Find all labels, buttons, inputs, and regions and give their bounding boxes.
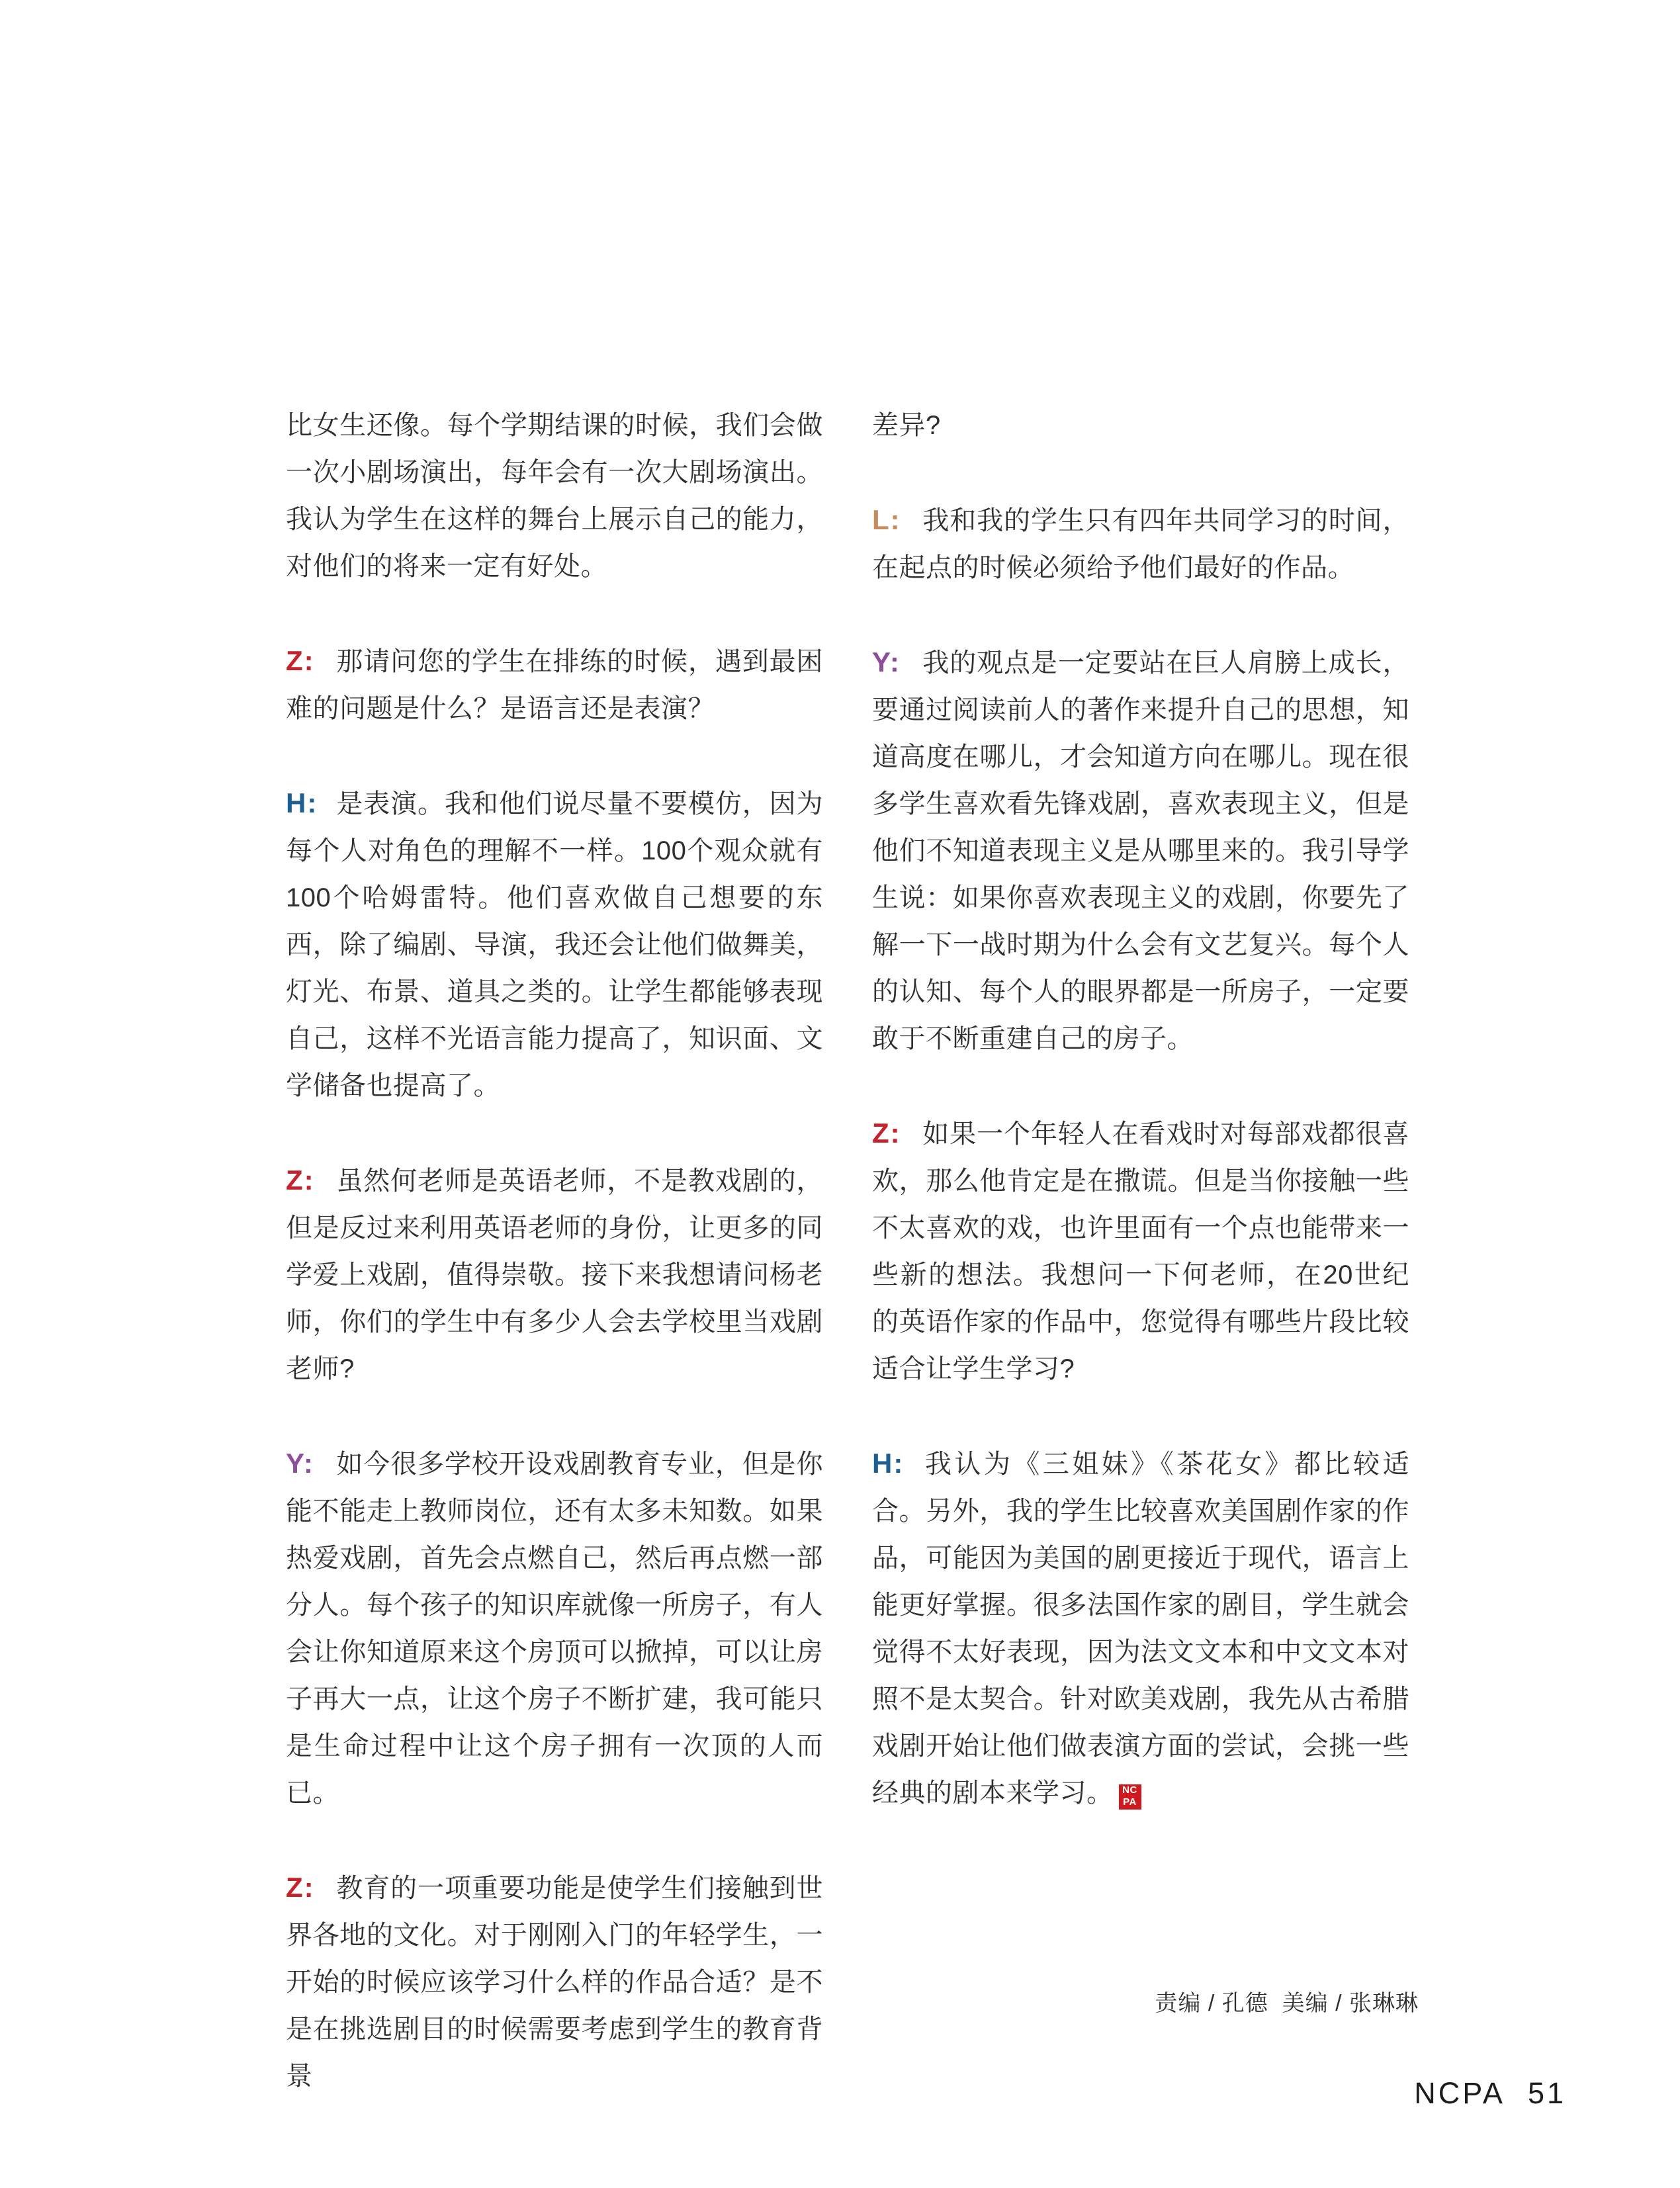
page-number-label: NCPA 51 [1414,2076,1566,2110]
paragraph [872,1110,1409,1393]
paragraph [872,496,1409,591]
ncpa-end-mark-logo [1119,1784,1141,1810]
speaker-label-h: H: [872,1448,905,1479]
speaker-label-z: Z: [286,645,315,676]
paragraph [286,402,823,590]
paragraph-text: 我认为《三姐妹》《茶花女》都比较适合。另外，我的学生比较喜欢美国剧作家的作品，可能因为美国的剧更接近于现代，语言上能更好掌握。很多法国作家的剧目，学生就会觉得不太好表现，因为法文文本和中文文本对照不是太契合。针对欧美戏剧，我先从古希腊戏剧开始让他们做表演方面的尝试，会挑一些经典的剧本来学习。 [872,1450,1409,1808]
paragraph-text: 那请问您的学生在排练的时候，遇到最困难的问题是什么？是语言还是表演？ [286,647,823,723]
paragraph [286,1440,823,1817]
paragraph [872,402,1409,449]
paragraph [286,779,823,1110]
paragraph-text: 虽然何老师是英语老师，不是教戏剧的，但是反过来利用英语老师的身份，让更多的同学爱上戏剧，值得崇敬。接下来我想请问杨老师，你们的学生中有多少人会去学校里当戏剧老师? [286,1166,823,1383]
paragraph-text: 我的观点是一定要站在巨人肩膀上成长，要通过阅读前人的著作来提升自己的思想，知道高度在哪儿，才会知道方向在哪儿。现在很多学生喜欢看先锋戏剧，喜欢表现主义，但是他们不知道表现主义是从哪里来的。我引导学生说：如果你喜欢表现主义的戏剧，你要先了解一下一战时期为什么会有文艺复兴。每个人的认知、每个人的眼界都是一所房子，一定要敢于不断重建自己的房子。 [872,648,1409,1053]
paragraph-text: 我和我的学生只有四年共同学习的时间，在起点的时候必须给予他们最好的作品。 [872,506,1409,582]
paragraph-text: 教育的一项重要功能是使学生们接触到世界各地的文化。对于刚刚入门的年轻学生，一开始的时候应该学习什么样的作品合适？是不是在挑选剧目的时候需要考虑到学生的教育背景 [286,1874,823,2091]
speaker-label-y: Y: [286,1448,314,1479]
ncpa-logo-line2: PA [1123,1796,1137,1808]
ncpa-logo-line1: NC [1122,1784,1137,1796]
paragraph-text: 是表演。我和他们说尽量不要模仿，因为每个人对角色的理解不一样。100个观众就有100个哈姆雷特。他们喜欢做自己想要的东西，除了编剧、导演，我还会让他们做舞美，灯光、布景、道具之类的。让学生都能够表现自己，这样不光语言能力提高了，知识面、文学储备也提高了。 [286,789,823,1100]
paragraph [872,638,1409,1063]
paragraph-text: 差异? [872,411,941,440]
speaker-label-z: Z: [872,1117,901,1149]
speaker-label-z: Z: [286,1872,315,1903]
speaker-label-z: Z: [286,1164,315,1196]
paragraph [286,637,823,732]
speaker-label-h: H: [286,787,318,818]
paragraph-text: 如今很多学校开设戏剧教育专业，但是你能不能走上教师岗位，还有太多未知数。如果热爱戏剧，首先会点燃自己，然后再点燃一部分人。每个孩子的知识库就像一所房子，有人会让你知道原来这个房顶可以掀掉，可以让房子再大一点，让这个房子不断扩建，我可能只是生命过程中让这个房子拥有一次顶的人而已。 [286,1450,823,1808]
speaker-label-y: Y: [872,646,901,678]
paragraph [872,1440,1409,1817]
left-column [286,402,823,2147]
right-column [872,402,1409,1864]
paragraph-text: 比女生还像。每个学期结课的时候，我们会做一次小剧场演出，每年会有一次大剧场演出。我认为学生在这样的舞台上展示自己的能力，对他们的将来一定有好处。 [286,411,823,581]
paragraph-text: 如果一个年轻人在看戏时对每部戏都很喜欢，那么他肯定是在撒谎。但是当你接触一些不太喜欢的戏，也许里面有一个点也能带来一些新的想法。我想问一下何老师，在20世纪的英语作家的作品中，您觉得有哪些片段比较适合让学生学习? [872,1119,1409,1383]
editor-credits: 责编 / 孔德 美编 / 张琳琳 [1155,1991,1419,2016]
paragraph [286,1864,823,2100]
speaker-label-l: L: [872,504,901,535]
paragraph [286,1157,823,1393]
